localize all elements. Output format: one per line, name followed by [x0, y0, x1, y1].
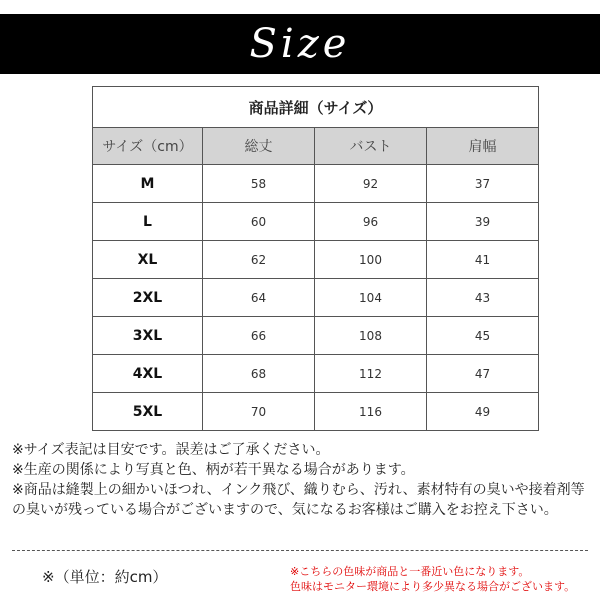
shoulder-cell: 47	[427, 355, 539, 393]
bust-cell: 112	[315, 355, 427, 393]
bust-cell: 104	[315, 279, 427, 317]
table-header-row	[93, 128, 539, 165]
title-banner	[0, 14, 600, 74]
bust-cell: 100	[315, 241, 427, 279]
length-cell: 62	[203, 241, 315, 279]
length-cell: 64	[203, 279, 315, 317]
table-row	[93, 317, 539, 355]
unit-note: ※（単位：約cm）	[42, 568, 168, 586]
size-cell: L	[93, 203, 203, 241]
table-row	[93, 165, 539, 203]
size-cell: M	[93, 165, 203, 203]
table-caption: 商品詳細（サイズ）	[93, 87, 539, 128]
color-note-line: 色味はモニター環境により多少異なる場合がございます。	[290, 580, 576, 593]
size-cell: 4XL	[93, 355, 203, 393]
size-cell: XL	[93, 241, 203, 279]
shoulder-cell: 39	[427, 203, 539, 241]
shoulder-cell: 45	[427, 317, 539, 355]
shoulder-cell: 49	[427, 393, 539, 431]
size-table	[92, 86, 539, 431]
dashed-divider	[12, 550, 588, 551]
length-cell: 68	[203, 355, 315, 393]
length-cell: 66	[203, 317, 315, 355]
banner-title: Size	[249, 21, 351, 67]
note-defects: ※商品は縫製上の細かいほつれ、インク飛び、織りむら、汚れ、素材特有の臭いや接着剤等の臭いが残っている場合がございますので、気になるお客様はご購入をお控え下さい。	[12, 482, 585, 518]
table-row	[93, 203, 539, 241]
color-note	[290, 564, 590, 594]
bust-cell: 96	[315, 203, 427, 241]
table-row	[93, 393, 539, 431]
bust-cell: 92	[315, 165, 427, 203]
table-row	[93, 279, 539, 317]
color-note-line: ※こちらの色味が商品と一番近い色になります。	[290, 565, 530, 578]
shoulder-cell: 37	[427, 165, 539, 203]
shoulder-cell: 41	[427, 241, 539, 279]
table-row	[93, 355, 539, 393]
bust-cell: 108	[315, 317, 427, 355]
size-cell: 5XL	[93, 393, 203, 431]
shoulder-cell: 43	[427, 279, 539, 317]
length-cell: 58	[203, 165, 315, 203]
size-cell: 2XL	[93, 279, 203, 317]
header-bust: バスト	[315, 128, 427, 165]
table-row	[93, 241, 539, 279]
length-cell: 60	[203, 203, 315, 241]
bust-cell: 116	[315, 393, 427, 431]
length-cell: 70	[203, 393, 315, 431]
header-size: サイズ（cm）	[93, 128, 203, 165]
notes-block	[12, 440, 592, 520]
size-cell: 3XL	[93, 317, 203, 355]
note-color-variation: ※生産の関係により写真と色、柄が若干異なる場合があります。	[12, 462, 415, 478]
header-length: 総丈	[203, 128, 315, 165]
note-size-estimate: ※サイズ表記は目安です。誤差はご了承ください。	[12, 442, 330, 458]
header-shoulder: 肩幅	[427, 128, 539, 165]
